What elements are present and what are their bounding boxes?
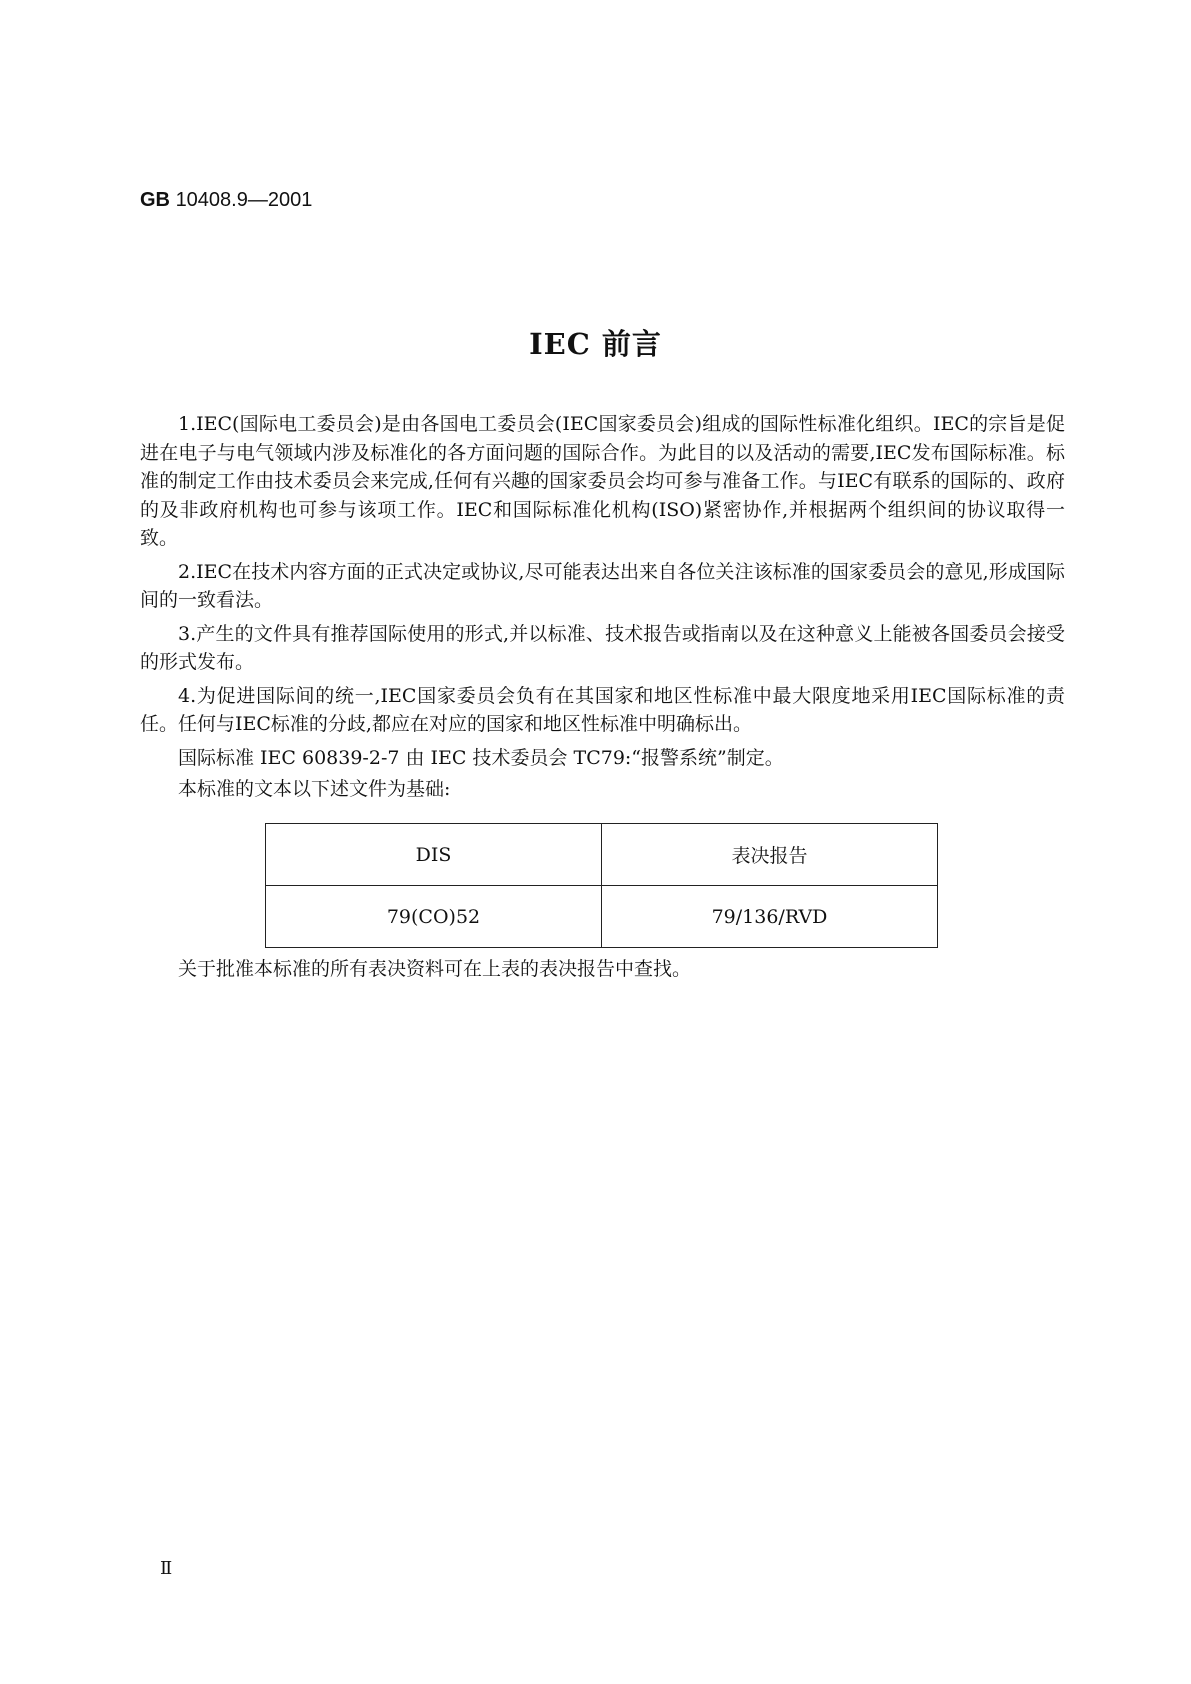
statement-committee: 国际标准 IEC 60839-2-7 由 IEC 技术委员会 TC79:“报警系统”制定。 [178, 746, 784, 769]
table-header-cell-dis: DIS [266, 824, 602, 886]
standard-code: 10408.9—2001 [175, 189, 313, 211]
table-cell-vote-report-value: 79/136/RVD [602, 886, 938, 948]
table-cell-dis-value: 79(CO)52 [266, 886, 602, 948]
table-header-row [266, 824, 938, 886]
paragraph-1: 1.IEC(国际电工委员会)是由各国电工委员会(IEC国家委员会)组成的国际性标准化组织。IEC的宗旨是促进在电子与电气领域内涉及标准化的各方面问题的国际合作。为此目的以及活动的需要,IEC发布国际标准。标准的制定工作由技术委员会来完成,任何有兴趣的国家委员会均可参与准备工作。与IEC有联系的国际的、政府的及非政府机构也可参与该项工作。IEC和国际标准化机构(ISO)紧密协作,并根据两个组织间的协议取得一致。 [140, 413, 1065, 549]
standard-prefix: GB [140, 189, 170, 211]
table-row [266, 886, 938, 948]
paragraph-2: 2.IEC在技术内容方面的正式决定或协议,尽可能表达出来自各位关注该标准的国家委员会的意见,形成国际间的一致看法。 [140, 560, 1065, 611]
foreword-body [140, 410, 1065, 807]
table-header-cell-vote-report: 表决报告 [602, 824, 938, 886]
page-title: IEC 前言 [529, 327, 662, 361]
paragraph-3: 3.产生的文件具有推荐国际使用的形式,并以标准、技术报告或指南以及在这种意义上能被各国委员会接受的形式发布。 [140, 622, 1065, 673]
document-header [140, 188, 312, 212]
paragraph-4: 4.为促进国际间的统一,IEC国家委员会负有在其国家和地区性标准中最大限度地采用IEC国际标准的责任。任何与IEC标准的分歧,都应在对应的国家和地区性标准中明确标出。 [140, 684, 1065, 735]
page-number: Ⅱ [160, 1558, 173, 1579]
voting-info-note: 关于批准本标准的所有表决资料可在上表的表决报告中查找。 [178, 958, 692, 980]
basis-documents-table [265, 823, 938, 948]
statement-basis: 本标准的文本以下述文件为基础: [178, 778, 451, 800]
